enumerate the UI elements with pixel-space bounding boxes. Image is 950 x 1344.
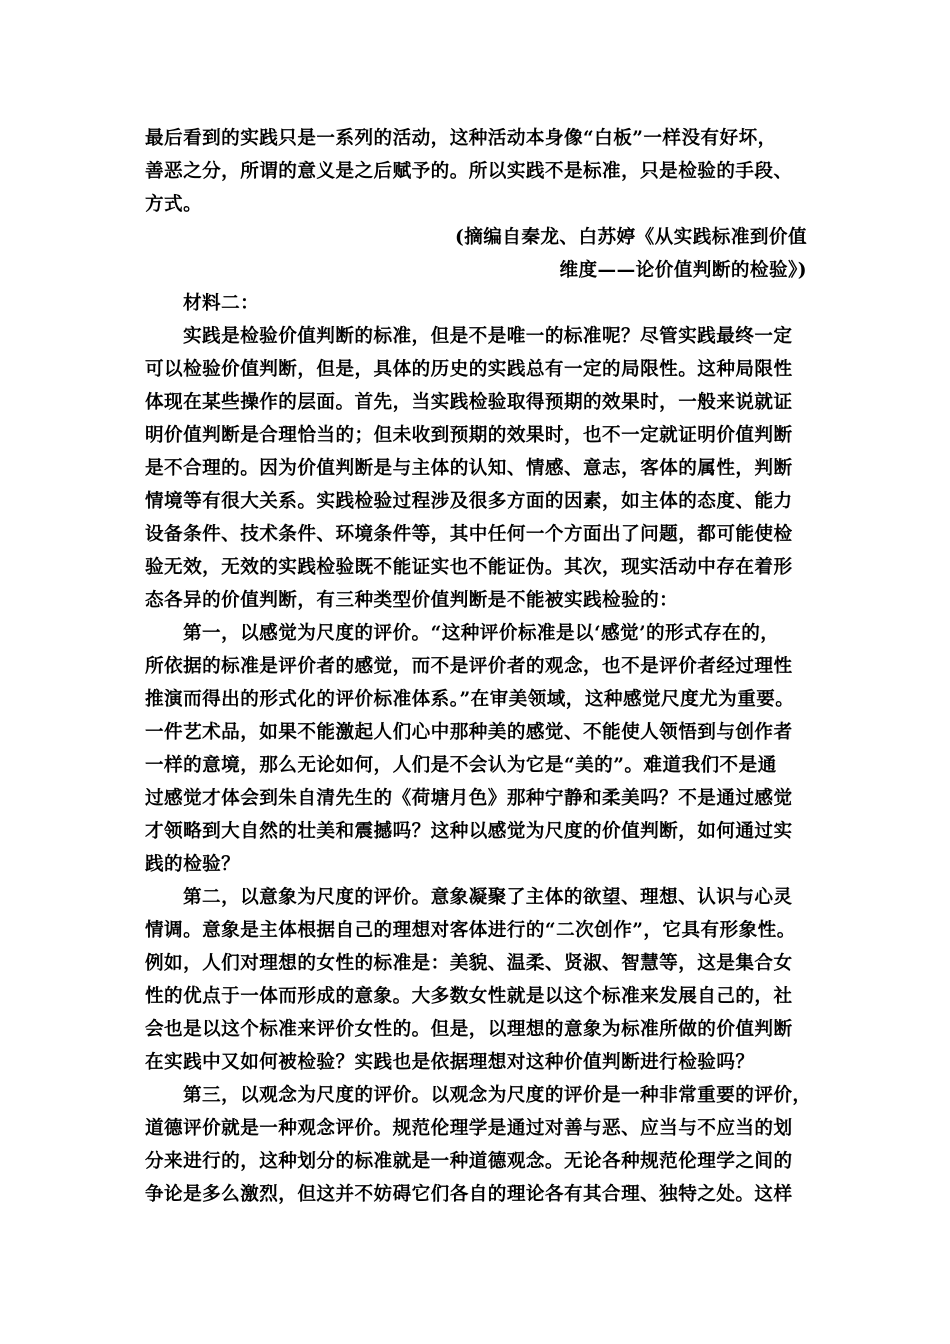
- text-line: 情调。意象是主体根据自己的理想对客体进行的“二次创作”，它具有形象性。: [145, 920, 796, 941]
- text-line: 设备条件、技术条件、环境条件等，其中任何一个方面出了问题，都可能使检: [145, 524, 793, 545]
- text-line: 过感觉才体会到朱自清先生的《荷塘月色》那种宁静和柔美吗？不是通过感觉: [145, 788, 793, 809]
- text-line: 性的优点于一体而形成的意象。大多数女性就是以这个标准来发展自己的，社: [145, 986, 793, 1007]
- text-line: 验无效，无效的实践检验既不能证实也不能证伪。其次，现实活动中存在着形: [145, 557, 793, 578]
- text-line: 第二，以意象为尺度的评价。意象凝聚了主体的欲望、理想、认识与心灵: [183, 887, 793, 908]
- text-line: 明价值判断是合理恰当的；但未收到预期的效果时，也不一定就证明价值判断: [145, 425, 793, 446]
- text-line: 推演而得出的形式化的评价标准体系。”在审美领域，这种感觉尺度尤为重要。: [145, 689, 795, 710]
- text-line: 第一，以感觉为尺度的评价。“这种评价标准是以‘感觉’的形式存在的，: [183, 623, 780, 644]
- text-line: 会也是以这个标准来评价女性的。但是，以理想的意象为标准所做的价值判断: [145, 1019, 793, 1040]
- text-line: 在实践中又如何被检验？实践也是依据理想对这种价值判断进行检验吗？: [145, 1052, 755, 1073]
- text-line: 践的检验？: [145, 854, 241, 875]
- text-line: 分来进行的，这种划分的标准就是一种道德观念。无论各种规范伦理学之间的: [145, 1151, 793, 1172]
- text-line: 第三，以观念为尺度的评价。以观念为尺度的评价是一种非常重要的评价，: [183, 1085, 812, 1106]
- text-line: 才领略到大自然的壮美和震撼吗？这种以感觉为尺度的价值判断，如何通过实: [145, 821, 793, 842]
- citation-line: (摘编自秦龙、白苏婷《从实践标准到价值: [454, 227, 807, 248]
- text-line: 体现在某些操作的层面。首先，当实践检验取得预期的效果时，一般来说就证: [145, 392, 793, 413]
- text-line: 争论是多么激烈，但这并不妨碍它们各自的理论各有其合理、独特之处。这样: [145, 1184, 793, 1205]
- text-line: 方式。: [145, 194, 203, 215]
- text-line: 可以检验价值判断，但是，具体的历史的实践总有一定的局限性。这种局限性: [145, 359, 793, 380]
- text-line: 善恶之分，所谓的意义是之后赋予的。所以实践不是标准，只是检验的手段、: [145, 161, 793, 182]
- text-line: 一件艺术品，如果不能激起人们心中那种美的感觉、不能使人领悟到与创作者: [145, 722, 793, 743]
- text-line: 道德评价就是一种观念评价。规范伦理学是通过对善与恶、应当与不应当的划: [145, 1118, 793, 1139]
- text-line: 所依据的标准是评价者的感觉，而不是评价者的观念，也不是评价者经过理性: [145, 656, 793, 677]
- text-line: 态各异的价值判断，有三种类型价值判断是不能被实践检验的：: [145, 590, 679, 611]
- text-line: 例如，人们对理想的女性的标准是：美貌、温柔、贤淑、智慧等，这是集合女: [145, 953, 793, 974]
- section-heading: 材料二：: [183, 293, 260, 314]
- citation-line: 维度——论价值判断的检验》): [559, 260, 807, 281]
- text-line: 情境等有很大关系。实践检验过程涉及很多方面的因素，如主体的态度、能力: [145, 491, 793, 512]
- text-line: 是不合理的。因为价值判断是与主体的认知、情感、意志，客体的属性，判断: [145, 458, 793, 479]
- text-line: 实践是检验价值判断的标准，但是不是唯一的标准呢？尽管实践最终一定: [183, 326, 793, 347]
- text-line: 最后看到的实践只是一系列的活动，这种活动本身像“白板”一样没有好坏，: [145, 128, 777, 149]
- text-line: 一样的意境，那么无论如何，人们是不会认为它是“美的”。难道我们不是通: [145, 755, 777, 776]
